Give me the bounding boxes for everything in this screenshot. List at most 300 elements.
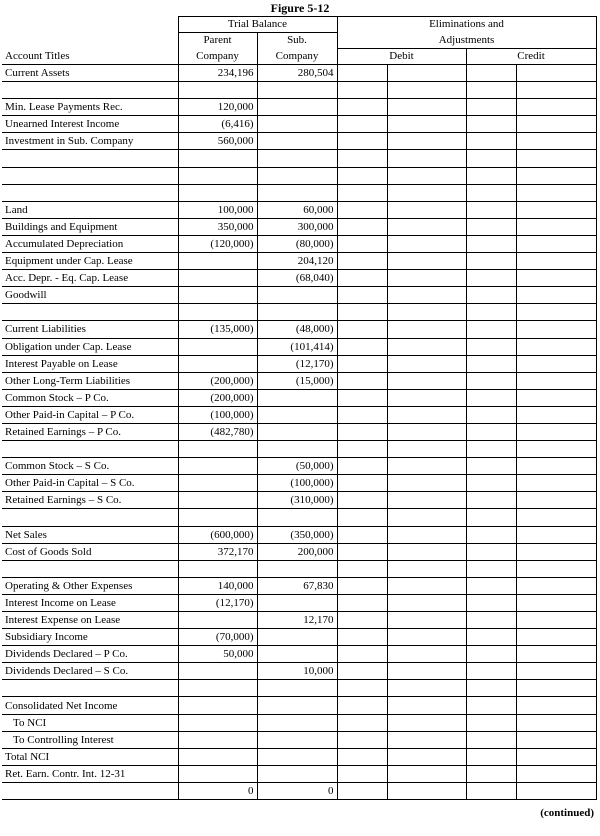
adjustments-header: Adjustments [337,33,596,49]
table-row [2,184,596,201]
parent-amount [178,150,257,167]
parent-amount [178,731,257,748]
table-row [2,133,596,150]
parent-amount: (200,000) [178,372,257,389]
credit-amount [516,526,596,543]
account-title: Ret. Earn. Contr. Int. 12-31 [2,765,178,782]
debit-ref [337,321,387,338]
debit-ref [337,714,387,731]
table-row [2,441,596,458]
debit-ref [337,150,387,167]
parent-amount: 140,000 [178,577,257,594]
debit-ref [337,270,387,287]
credit-amount [516,99,596,116]
debit-amount [387,201,466,218]
table-row [2,663,596,680]
credit-ref [466,782,516,799]
sub-amount: (101,414) [257,338,337,355]
credit-amount [516,65,596,82]
credit-ref [466,526,516,543]
credit-amount [516,714,596,731]
credit-ref [466,355,516,372]
debit-amount [387,321,466,338]
sub-amount [257,133,337,150]
credit-ref [466,406,516,423]
credit-amount [516,218,596,235]
debit-ref [337,235,387,252]
sub-amount [257,184,337,201]
account-title: Retained Earnings – P Co. [2,423,178,440]
table-row [2,680,596,697]
sub-amount [257,594,337,611]
parent-amount: (135,000) [178,321,257,338]
debit-amount [387,782,466,799]
credit-ref [466,612,516,629]
table-row [2,748,596,765]
debit-ref [337,389,387,406]
account-title [2,150,178,167]
debit-amount [387,406,466,423]
sub-amount [257,714,337,731]
debit-amount [387,475,466,492]
debit-amount [387,731,466,748]
credit-ref [466,338,516,355]
credit-ref [466,423,516,440]
credit-ref [466,167,516,184]
sub-header-line1: Sub. [257,33,337,49]
credit-amount [516,697,596,714]
account-title: Accumulated Depreciation [2,235,178,252]
credit-ref [466,321,516,338]
account-title: Cost of Goods Sold [2,543,178,560]
continued-note: (continued) [540,807,594,819]
credit-amount [516,441,596,458]
credit-amount [516,355,596,372]
credit-ref [466,184,516,201]
sub-amount: 200,000 [257,543,337,560]
credit-amount [516,543,596,560]
account-title: Interest Income on Lease [2,594,178,611]
sub-amount [257,82,337,99]
table-row [2,150,596,167]
table-row [2,492,596,509]
credit-amount [516,167,596,184]
sub-amount [257,99,337,116]
sub-amount [257,150,337,167]
debit-ref [337,441,387,458]
parent-amount [178,697,257,714]
debit-amount [387,748,466,765]
debit-ref [337,748,387,765]
table-row [2,543,596,560]
table-row [2,782,596,799]
debit-amount [387,560,466,577]
debit-amount [387,355,466,372]
credit-ref [466,65,516,82]
debit-amount [387,167,466,184]
account-title: Total NCI [2,748,178,765]
trial-balance-header: Trial Balance [178,17,337,33]
debit-ref [337,423,387,440]
account-title: Net Sales [2,526,178,543]
debit-amount [387,697,466,714]
credit-amount [516,150,596,167]
parent-amount [178,663,257,680]
credit-amount [516,612,596,629]
debit-amount [387,338,466,355]
credit-ref [466,150,516,167]
debit-amount [387,287,466,304]
sub-amount: (15,000) [257,372,337,389]
parent-amount: (120,000) [178,235,257,252]
debit-ref [337,765,387,782]
account-title [2,441,178,458]
table-row [2,304,596,321]
credit-amount [516,201,596,218]
sub-amount: (68,040) [257,270,337,287]
sub-amount [257,441,337,458]
credit-ref [466,133,516,150]
credit-amount [516,560,596,577]
credit-ref [466,543,516,560]
account-title [2,167,178,184]
debit-amount [387,629,466,646]
debit-ref [337,492,387,509]
account-title: Current Assets [2,65,178,82]
credit-amount [516,116,596,133]
table-row [2,423,596,440]
account-title [2,509,178,526]
credit-amount [516,492,596,509]
parent-amount: 234,196 [178,65,257,82]
credit-ref [466,714,516,731]
parent-amount: 100,000 [178,201,257,218]
table-row [2,82,596,99]
debit-amount [387,646,466,663]
debit-ref [337,355,387,372]
debit-amount [387,458,466,475]
account-title: Investment in Sub. Company [2,133,178,150]
sub-amount [257,509,337,526]
parent-amount: (200,000) [178,389,257,406]
credit-ref [466,458,516,475]
credit-amount [516,321,596,338]
table-row [2,338,596,355]
credit-amount [516,133,596,150]
account-title: Current Liabilities [2,321,178,338]
credit-ref [466,235,516,252]
parent-amount: 120,000 [178,99,257,116]
credit-ref [466,201,516,218]
table-row [2,629,596,646]
credit-amount [516,82,596,99]
sub-amount [257,697,337,714]
account-title: Acc. Depr. - Eq. Cap. Lease [2,270,178,287]
credit-ref [466,697,516,714]
sub-amount [257,560,337,577]
debit-ref [337,99,387,116]
sub-amount [257,304,337,321]
debit-ref [337,731,387,748]
sub-amount: (80,000) [257,235,337,252]
debit-ref [337,218,387,235]
account-title: Other Paid-in Capital – P Co. [2,406,178,423]
debit-ref [337,594,387,611]
credit-ref [466,99,516,116]
account-title: Buildings and Equipment [2,218,178,235]
credit-ref [466,82,516,99]
debit-ref [337,697,387,714]
table-row [2,406,596,423]
table-row [2,560,596,577]
table-row [2,389,596,406]
debit-ref [337,526,387,543]
table-row [2,714,596,731]
table-row [2,646,596,663]
debit-amount [387,133,466,150]
account-title: Common Stock – P Co. [2,389,178,406]
table-row [2,697,596,714]
debit-ref [337,201,387,218]
credit-ref [466,253,516,270]
table-row [2,355,596,372]
debit-amount [387,270,466,287]
parent-amount [178,509,257,526]
parent-amount [178,338,257,355]
parent-amount [178,253,257,270]
debit-amount [387,253,466,270]
parent-amount [178,765,257,782]
debit-ref [337,612,387,629]
credit-amount [516,235,596,252]
parent-amount [178,475,257,492]
parent-amount [178,184,257,201]
debit-ref [337,65,387,82]
credit-amount [516,509,596,526]
debit-amount [387,594,466,611]
sub-amount: 12,170 [257,612,337,629]
credit-amount [516,748,596,765]
account-title: Dividends Declared – P Co. [2,646,178,663]
parent-amount [178,458,257,475]
table-row [2,65,596,82]
debit-ref [337,629,387,646]
sub-amount: 60,000 [257,201,337,218]
parent-amount [178,492,257,509]
credit-amount [516,270,596,287]
account-title: Retained Earnings – S Co. [2,492,178,509]
credit-ref [466,663,516,680]
parent-amount [178,355,257,372]
debit-amount [387,492,466,509]
sub-amount [257,680,337,697]
eliminations-header: Eliminations and [337,17,596,33]
debit-ref [337,372,387,389]
debit-ref [337,646,387,663]
debit-ref [337,304,387,321]
table-row [2,218,596,235]
debit-amount [387,389,466,406]
debit-ref [337,253,387,270]
table-row [2,99,596,116]
debit-ref [337,509,387,526]
table-row [2,201,596,218]
debit-ref [337,167,387,184]
credit-amount [516,629,596,646]
debit-amount [387,304,466,321]
credit-ref [466,594,516,611]
figure-title: Figure 5-12 [270,1,330,15]
account-title: To Controlling Interest [2,731,178,748]
debit-amount [387,82,466,99]
account-title: Dividends Declared – S Co. [2,663,178,680]
sub-amount: (50,000) [257,458,337,475]
parent-amount: 560,000 [178,133,257,150]
debit-amount [387,235,466,252]
credit-amount [516,184,596,201]
parent-amount: (600,000) [178,526,257,543]
account-titles-header: Account Titles [5,49,70,62]
sub-amount [257,423,337,440]
account-title [2,680,178,697]
debit-amount [387,714,466,731]
debit-ref [337,184,387,201]
credit-ref [466,287,516,304]
worksheet-table [2,16,597,800]
sub-amount [257,406,337,423]
debit-ref [337,338,387,355]
account-title: Unearned Interest Income [2,116,178,133]
sub-amount: 0 [257,782,337,799]
credit-ref [466,304,516,321]
credit-ref [466,680,516,697]
debit-amount [387,526,466,543]
account-title: Consolidated Net Income [2,697,178,714]
debit-ref [337,782,387,799]
debit-amount [387,663,466,680]
sub-amount: 67,830 [257,577,337,594]
debit-amount [387,218,466,235]
credit-amount [516,389,596,406]
debit-ref [337,560,387,577]
debit-ref [337,475,387,492]
table-row [2,287,596,304]
account-title: Subsidiary Income [2,629,178,646]
parent-amount [178,441,257,458]
parent-amount [178,714,257,731]
debit-amount [387,65,466,82]
credit-ref [466,441,516,458]
account-title [2,560,178,577]
parent-header-line1: Parent [178,33,257,49]
debit-amount [387,423,466,440]
credit-ref [466,218,516,235]
credit-amount [516,372,596,389]
sub-amount: (12,170) [257,355,337,372]
debit-amount [387,441,466,458]
debit-ref [337,116,387,133]
debit-amount [387,150,466,167]
credit-amount [516,253,596,270]
credit-amount [516,406,596,423]
credit-amount [516,475,596,492]
credit-ref [466,765,516,782]
account-title [2,184,178,201]
debit-ref [337,663,387,680]
sub-amount [257,389,337,406]
table-row [2,458,596,475]
sub-amount [257,646,337,663]
debit-ref [337,458,387,475]
debit-ref [337,577,387,594]
credit-amount [516,594,596,611]
debit-amount [387,184,466,201]
account-title: Equipment under Cap. Lease [2,253,178,270]
table-row [2,167,596,184]
sub-amount: 204,120 [257,253,337,270]
sub-amount [257,167,337,184]
parent-amount: 50,000 [178,646,257,663]
sub-amount [257,748,337,765]
account-title: Common Stock – S Co. [2,458,178,475]
table-row [2,731,596,748]
credit-ref [466,731,516,748]
sub-amount: (350,000) [257,526,337,543]
table-row [2,765,596,782]
debit-ref [337,287,387,304]
debit-ref [337,406,387,423]
debit-ref [337,133,387,150]
sub-amount [257,116,337,133]
credit-amount [516,338,596,355]
credit-amount [516,423,596,440]
account-title: To NCI [2,714,178,731]
parent-amount [178,612,257,629]
credit-ref [466,475,516,492]
credit-amount [516,304,596,321]
sub-amount: (310,000) [257,492,337,509]
parent-amount: (12,170) [178,594,257,611]
credit-amount [516,646,596,663]
debit-amount [387,116,466,133]
credit-amount [516,663,596,680]
credit-amount [516,680,596,697]
sub-amount: (100,000) [257,475,337,492]
sub-amount [257,765,337,782]
sub-amount [257,629,337,646]
credit-amount [516,577,596,594]
table-row [2,475,596,492]
account-title: Min. Lease Payments Rec. [2,99,178,116]
parent-amount: (70,000) [178,629,257,646]
table-row [2,253,596,270]
debit-ref [337,543,387,560]
sub-amount [257,731,337,748]
sub-amount [257,287,337,304]
credit-amount [516,782,596,799]
credit-amount [516,731,596,748]
debit-ref [337,680,387,697]
credit-ref [466,270,516,287]
account-title [2,82,178,99]
table-row [2,270,596,287]
debit-amount [387,543,466,560]
credit-ref [466,748,516,765]
account-title [2,782,178,799]
credit-header: Credit [466,49,596,65]
parent-header-line2: Company [178,49,257,65]
parent-amount: 350,000 [178,218,257,235]
